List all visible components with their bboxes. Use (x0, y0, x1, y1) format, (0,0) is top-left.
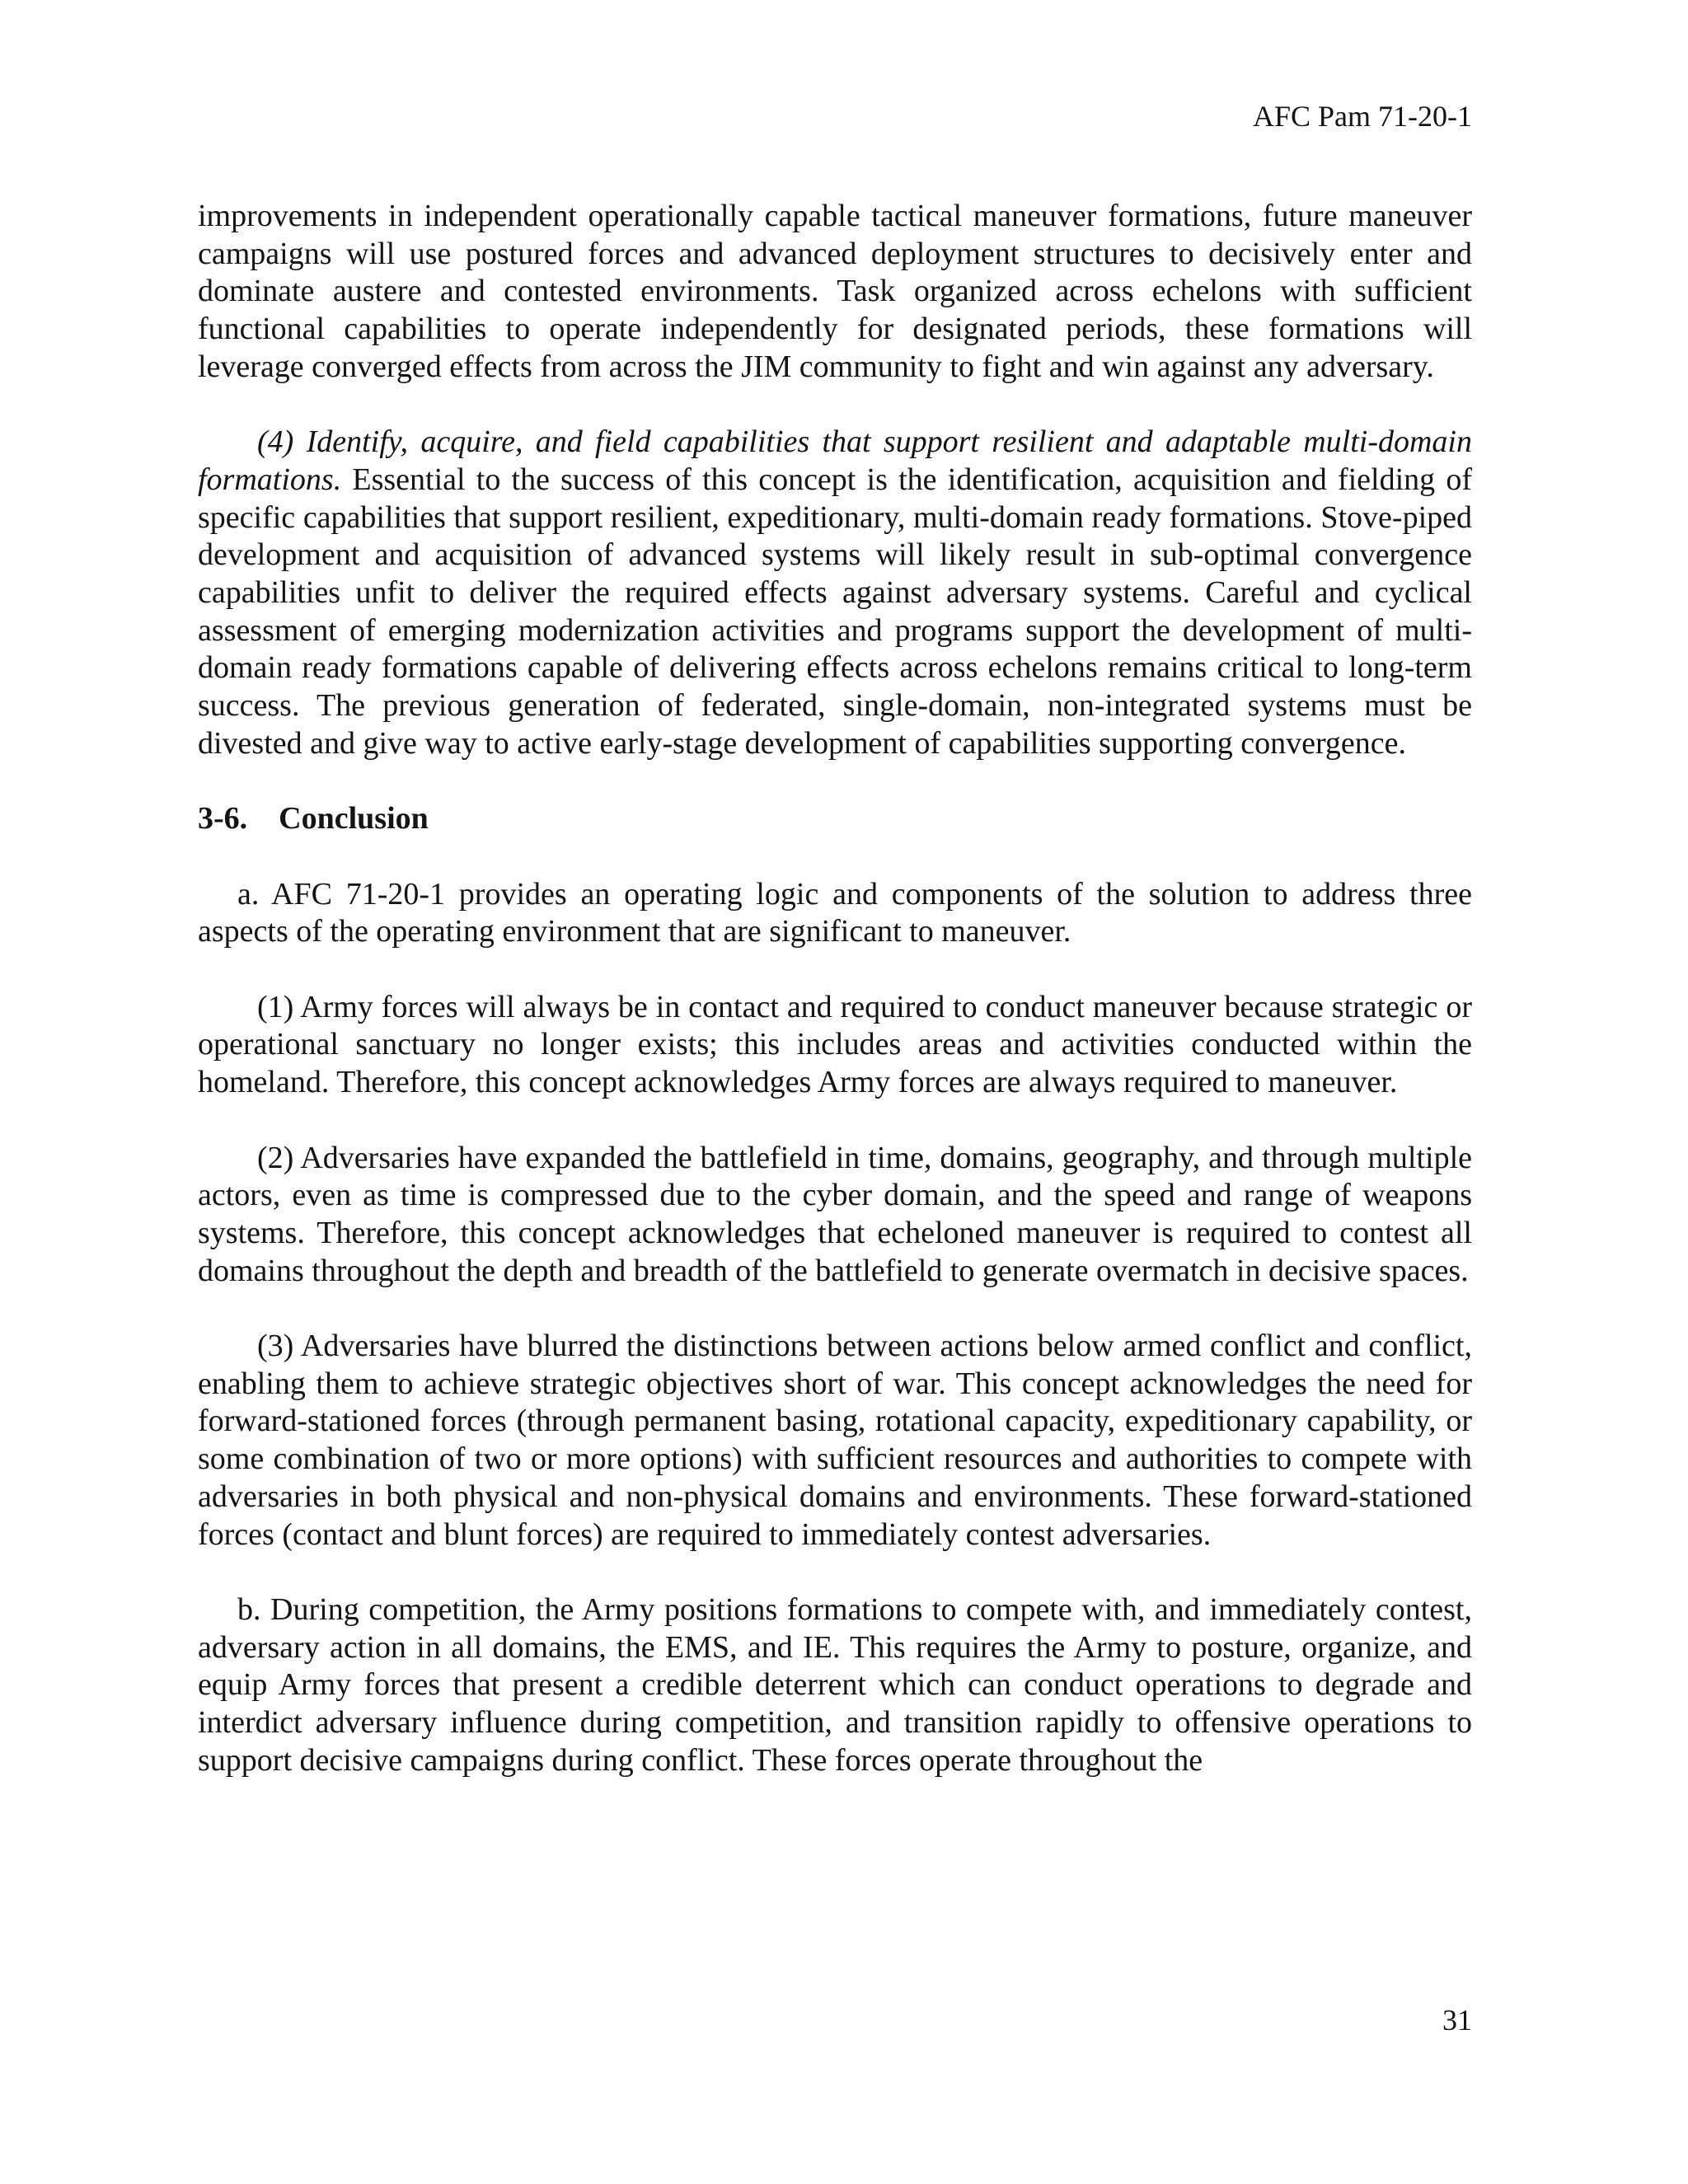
paragraph-4-body: Essential to the success of this concept is the identification, acquisition and fielding of specific capabilities that support resilient, expeditionary, multi-domain ready formations. Stove-piped development and acquisition of advanced systems will likely result in sub-optimal convergence capabilities unfit to deliver the required effects against adversary systems. Careful and cyclical assessment of emerging modernization activities and programs support the development of multi-domain ready formations capable of delivering effects across echelons remains critical to long-term success. The previous generation of federated, single-domain, non-integrated systems must be divested and give way to active early-stage development of capabilities supporting convergence. (198, 462, 1472, 761)
section-title: Conclusion (279, 801, 429, 837)
running-header: AFC Pam 71-20-1 (1252, 100, 1472, 133)
paragraph-b: b. During competition, the Army positions formations to compete with, and immediately contest, adversary action in all domains, the EMS, and IE. This requires the Army to posture, organize, and equip Army forces that present a credible deterrent which can conduct operations to degrade and interdict adversary influence during competition, and transition rapidly to offensive operations to support decisive campaigns during conflict. These forces operate throughout the (198, 1591, 1472, 1778)
paragraph-a-2: (2) Adversaries have expanded the battlefield in time, domains, geography, and through multiple actors, even as time is compressed due to the cyber domain, and the speed and range of weapons systems. Therefore, this concept acknowledges that echeloned maneuver is required to contest all domains throughout the depth and breadth of the battlefield to generate overmatch in decisive spaces. (198, 1140, 1472, 1288)
page-number: 31 (1442, 2004, 1472, 2036)
paragraph-4 (198, 424, 1472, 762)
paragraph-a-1: (1) Army forces will always be in contact and required to conduct maneuver because strategic or operational sanctuary no longer exists; this includes areas and activities conducted within the homeland. Therefore, this concept acknowledges Army forces are always required to maneuver. (198, 989, 1472, 1100)
section-heading (198, 800, 1472, 838)
document-body (198, 198, 1472, 1817)
paragraph-continuation: improvements in independent operationally capable tactical maneuver formations, future maneuver campaigns will use postured forces and advanced deployment structures to decisively enter and dominate austere and contested environments. Task organized across echelons with sufficient functional capabilities to operate independently for designated periods, these formations will leverage converged effects from across the JIM community to fight and win against any adversary. (198, 199, 1472, 384)
paragraph-4-heading: (4) Identify, acquire, and field capabilities that support resilient and adaptable multi-domain formations. (198, 424, 1472, 497)
section-number: 3-6. (198, 801, 248, 837)
paragraph-a: a. AFC 71-20-1 provides an operating logic and components of the solution to address three aspects of the operating environment that are significant to maneuver. (198, 876, 1472, 949)
paragraph-a-3: (3) Adversaries have blurred the distinctions between actions below armed conflict and conflict, enabling them to achieve strategic objectives short of war. This concept acknowledges the need for forward-stationed forces (through permanent basing, rotational capacity, expeditionary capability, or some combination of two or more options) with sufficient resources and authorities to compete with adversaries in both physical and non-physical domains and environments. These forward-stationed forces (contact and blunt forces) are required to immediately contest adversaries. (198, 1329, 1472, 1552)
